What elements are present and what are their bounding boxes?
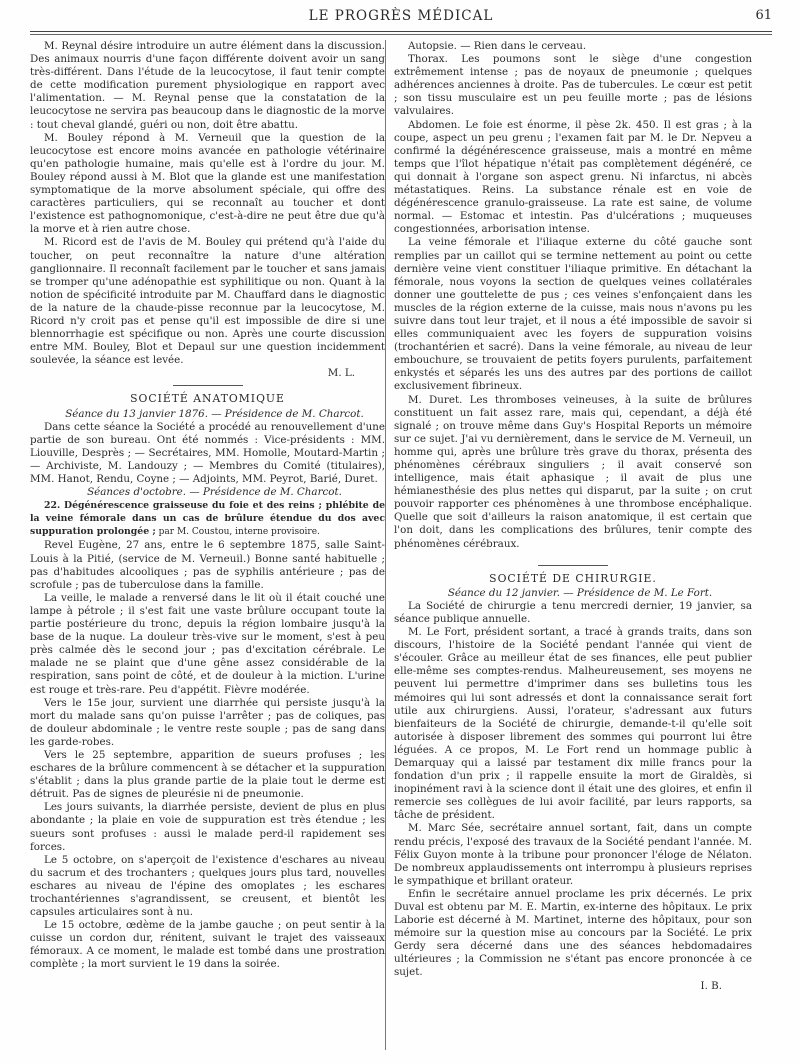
- observation-heading: [30, 499, 385, 539]
- paragraph: Le 15 octobre, œdème de la jambe gauche ; on peut sentir à la cuisse un cordon dur, rénitent, suivant le trajet des vaisseaux fémoraux. A ce moment, le malade est tombé dans une prostration complète ; la mort survient le 19 dans la soirée.: [30, 919, 385, 971]
- paragraph: M. Ricord est de l'avis de M. Bouley qui prétend qu'à l'aide du toucher, on peut reconnaître la nature d'une altération ganglionnaire. Il reconnaît facilement par le toucher et sans jamais se tromper qu'une adénopathie est syphilitique ou non. Quant à la notion de spécificité introduite par M. Chauffard dans le diagnostic de la nature de la chaude-pisse reconnue par la leucocytose, M. Ricord n'y croit pas et pense qu'il est impossible de dire si une blennorrhagie est spécifique ou non. Après une courte discussion entre MM. Bouley, Blot et Depaul sur une question incidemment soulevée, la séance est levée.: [30, 236, 385, 367]
- header-rule: [30, 31, 772, 32]
- header-rule-thin: [30, 34, 772, 35]
- paragraph: M. Reynal désire introduire un autre élément dans la discussion. Des animaux nourris d'une façon différente doivent avoir un sang très-différent. Dans l'étude de la leucocytose, il faut tenir compte de cette modification purement physiologique en rapport avec l'alimentation. — M. Reynal pense que la constatation de la leucocytose ne servira pas beaucoup dans le diagnostic de la morve : tout cheval glandé, guéri ou non, doit être abattu.: [30, 40, 385, 131]
- right-column: [394, 40, 752, 993]
- signature: M. L.: [327, 367, 355, 380]
- paragraph: La Société de chirurgie a tenu mercredi dernier, 19 janvier, sa séance publique annuelle.: [394, 599, 752, 625]
- observation-title: 22. Dégénérescence graisseuse du foie et des reins ; phlébite de la veine fémorale dans un cas de brûlure étendue du dos avec suppuration prolongée ;: [30, 500, 385, 538]
- paragraph: M. Bouley répond à M. Verneuil que la question de la leucocytose est encore moins avancée en pathologie vétérinaire qu'en pathologie humaine, mais qu'elle est à l'ordre du jour. M. Bouley répond aussi à M. Blot que la glande est une manifestation symptomatique de la morve absolument spéciale, qui offre des caractères particuliers, qui se reconnaît au toucher et dont l'existence est pathognomonique, c'est-à-dire ne peut être due qu'à la morve et à rien autre chose.: [30, 131, 385, 236]
- paragraph: Les jours suivants, la diarrhée persiste, devient de plus en plus abondante ; la plaie en voie de suppuration est très étendue ; les sueurs sont profuses : aussi le malade perd-il rapidement ses forces.: [30, 801, 385, 853]
- section-divider: [538, 565, 608, 566]
- session-line: Séances d'octobre. — Présidence de M. Charcot.: [87, 486, 342, 499]
- paragraph: Vers le 25 septembre, apparition de sueurs profuses ; les eschares de la brûlure commencent à se détacher et la suppuration s'établit ; dans la plus grande partie de la plaie tout le derme est détruit. Pas de signes de pleurésie ni de pneumonie.: [30, 748, 385, 801]
- section-heading: SOCIÉTÉ ANATOMIQUE: [130, 392, 285, 406]
- paragraph: M. Marc Sée, secrétaire annuel sortant, fait, dans un compte rendu précis, l'exposé des travaux de la Société pendant l'année. M. Félix Guyon monte à la tribune pour prononcer l'éloge de Nélaton. De nombreux applaudissements ont interrompu à plusieurs reprises le sympathique et brillant orateur.: [394, 822, 752, 887]
- paragraph: Revel Eugène, 27 ans, entre le 6 septembre 1875, salle Saint-Louis à la Pitié, (service de M. Verneuil.) Bonne santé habituelle ; pas d'habitudes alcooliques ; pas de syphilis antérieure ; pas de scrofule ; pas de tuberculose dans la famille.: [30, 539, 385, 591]
- paragraph: La veille, le malade a renversé dans le lit où il était couché une lampe à pétrole ; il s'est fait une vaste brûlure occupant toute la partie postérieure du tronc, depuis la région lombaire jusqu'à la base de la nuque. La douleur très-vive sur le moment, s'est à peu près calmée dès le second jour ; pas d'excitation cérébrale. Le malade ne se plaint que d'une gêne assez considérable de la respiration, sans point de côté, et de douleur à la miction. L'urine est rouge et très-rare. Peu d'appétit. Fièvre modérée.: [30, 591, 385, 696]
- paragraph: Dans cette séance la Société a procédé au renouvellement d'une partie de son bureau. Ont été nommés : Vice-présidents : MM. Liouville, Desprès ; — Secrétaires, MM. Homolle, Moutard-Martin ; — Archiviste, M. Landouzy ; — Membres du Comité (titulaires), MM. Hanot, Rendu, Coyne ; — Adjoints, MM. Peyrot, Barié, Duret.: [30, 420, 385, 485]
- paragraph: Thorax. Les poumons sont le siège d'une congestion extrêmement intense ; pas de noyaux de pneumonie ; quelques adhérences anciennes à droite. Pas de tubercules. Le cœur est petit ; son tissu musculaire est un peu feuille morte ; pas de lésions valvulaires.: [394, 53, 752, 118]
- section-divider: [173, 385, 243, 386]
- paragraph: La veine fémorale et l'iliaque externe du côté gauche sont remplies par un caillot qui se termine nettement au point ou cette dernière veine vient constituer l'iliaque primitive. En détachant la fémorale, nous voyons la section de quelques veines collatérales donner une gouttelette de pus ; ces veines s'enfonçaient dans les muscles de la région externe de la cuisse, mais nous n'avons pu les suivre dans tout leur trajet, et il nous a été impossible de savoir si elles communiquaient avec les foyers de suppuration voisins (trochantérien et sacré). Dans la veine fémorale, au niveau de leur embouchure, se trouvaient de petits foyers purulents, parfaitement enkystés et séparés les uns des autres par des portions de caillot exclusivement fibrineux.: [394, 236, 752, 393]
- running-title: LE PROGRÈS MÉDICAL: [308, 8, 494, 24]
- paragraph: M. Duret. Les thromboses veineuses, à la suite de brûlures constituent un fait assez rare, mais qui, cependant, a déjà été signalé ; on trouve même dans Guy's Hospital Reports un mémoire sur ce sujet. J'ai vu dernièrement, dans le service de M. Verneuil, un homme qui, après une brûlure très grave du thorax, présenta des phénomènes cérébraux singuliers ; il avait conservé son intelligence, mais était aphasique ; il avait de plus une hémianesthésie des plus nettes qui disparut, par la suite ; on crut pouvoir rapporter ces phénomènes à une thrombose encéphalique. Quelle que soit d'ailleurs la raison anatomique, il est certain que l'on doit, dans les complications des brûlures, tenir compte des phénomènes cérébraux.: [394, 393, 752, 550]
- signature: I. B.: [700, 979, 722, 992]
- session-line: Séance du 12 janvier. — Présidence de M. Le Fort.: [447, 586, 713, 599]
- paragraph: Enfin le secrétaire annuel proclame les prix décernés. Le prix Duval est obtenu par M. E. Martin, ex-interne des hôpitaux. Le prix Laborie est décerné à M. Martinet, interne des hôpitaux, pour son mémoire sur la question mise au concours par la Société. Le prix Gerdy sera décerné dans une des séances hebdomadaires ultérieures ; la Commission ne s'étant pas encore prononcée à ce sujet.: [394, 887, 752, 979]
- paragraph: Le 5 octobre, on s'aperçoit de l'existence d'eschares au niveau du sacrum et des trochanters ; quelques jours plus tard, nouvelles eschares au niveau de l'épine des omoplates ; les eschares trochantériennes s'agrandissent, se creusent, et bientôt les capsules articulaires sont à nu.: [30, 853, 385, 919]
- paragraph: Autopsie. — Rien dans le cerveau.: [408, 40, 587, 52]
- page-number: 61: [755, 8, 772, 23]
- section-heading: SOCIÉTÉ DE CHIRURGIE.: [489, 571, 657, 585]
- observation-author: par M. Coustou, interne provisoire.: [155, 527, 320, 538]
- session-line: Séance du 13 janvier 1876. — Présidence de M. Charcot.: [65, 407, 364, 420]
- paragraph: Vers le 15e jour, survient une diarrhée qui persiste jusqu'à la mort du malade sans qu'on puisse l'arrêter ; pas de coliques, pas de douleur abdominale ; le ventre reste souple ; pas de sang dans les garde-robes.: [30, 696, 385, 748]
- left-column: [30, 40, 385, 972]
- page-header: [30, 4, 772, 30]
- column-divider: [385, 40, 386, 1050]
- paragraph: M. Le Fort, président sortant, a tracé à grands traits, dans son discours, l'histoire de la Société pendant l'année qui vient de s'écouler. Grâce au meilleur état de ses finances, elle peut publier elle-même ses comptes-rendus. Malheureusement, ses moyens ne peuvent lui permettre d'imprimer dans ses bulletins tous les mémoires qui lui sont adressés et dont la connaissance serait fort utile aux chirurgiens. Aussi, l'orateur, s'adressant aux futurs bienfaiteurs de la Société de chirurgie, demande-t-il qu'elle soit autorisée à disposer librement des sommes qui pourront lui être léguées. A ce propos, M. Le Fort rend un hommage public à Demarquay qui a laissé par testament dix mille francs pour la fondation d'un prix ; il rappelle ensuite la mort de Giraldès, si inopinément ravi à la science dont il était une des gloires, et enfin il remercie ses collègues de lui avoir facilité, par leurs rapports, sa tâche de président.: [394, 626, 752, 822]
- paragraph: Abdomen. Le foie est énorme, il pèse 2k. 450. Il est gras ; à la coupe, aspect un peu grenu ; l'examen fait par M. le Dr. Nepveu a confirmé la dégénérescence graisseuse, mais a montré en même temps que l'îlot hépatique n'était pas complètement dégénéré, ce qui donnait à l'organe son aspect grenu. Ni infarctus, ni abcès métastatiques. Reins. La substance rénale est en voie de dégénérescence granulo-graisseuse. La rate est saine, de volume normal. — Estomac et intestin. Pas d'ulcérations ; muqueuses congestionnées, arborisation intense.: [394, 118, 752, 236]
